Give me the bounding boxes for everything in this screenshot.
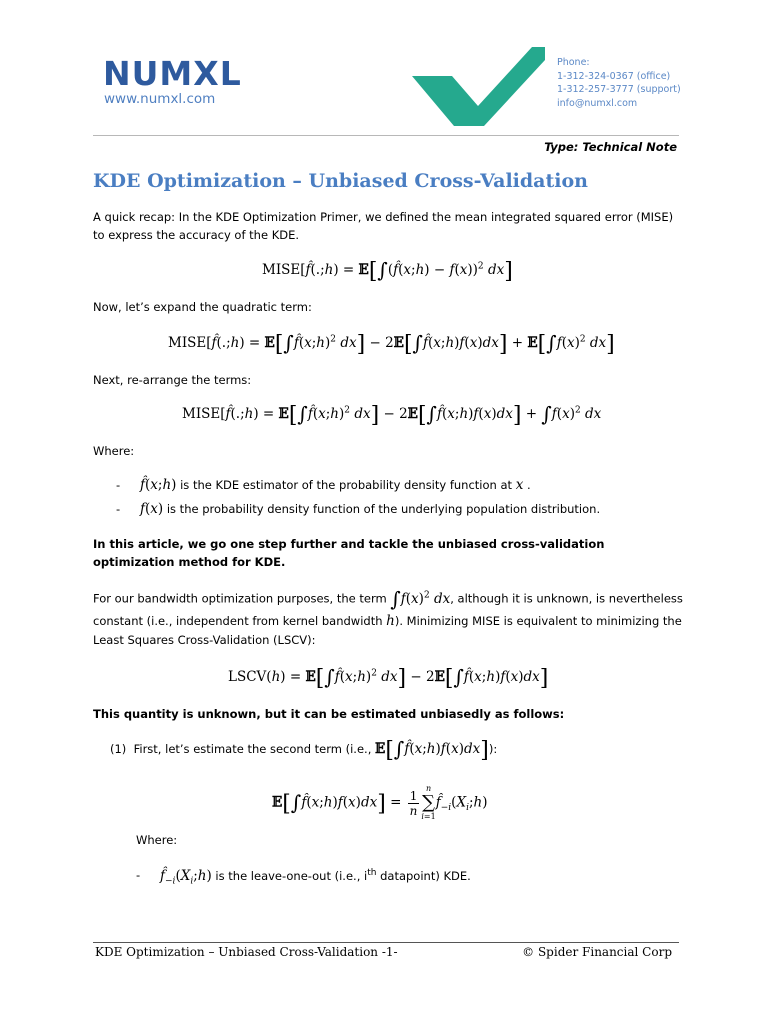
- document-type: Type: Technical Note: [544, 140, 677, 154]
- expand-text: Now, let’s expand the quadratic term:: [93, 300, 312, 314]
- bandwidth-line-2: constant (i.e., independent from kernel bandwidth h). Minimizing MISE is equivalent to minimizing the: [93, 613, 682, 629]
- equation-lscv: LSCV(h) = 𝔼[∫f̂(x;h)$^2$ dx] − 2𝔼[∫f̂(x;h)f(x)dx]: [228, 665, 549, 691]
- phone-office: 1-312-324-0367 (office): [557, 70, 671, 82]
- email-address[interactable]: info@numxl.com: [557, 97, 638, 109]
- header-divider: [93, 135, 679, 136]
- contact-label: Phone:: [557, 57, 590, 68]
- equation-estimate: 𝔼[∫f̂(x;h)f(x)dx] = $\frac{1}{n}$ n ∑ i=1 $f̂_{-i}(X_i;h)$: [272, 784, 488, 821]
- equation-mise-rearranged: MISE[f̂(.;h) = 𝔼[∫f̂(x;h)$^2$ dx] − 2𝔼[∫f̂(x;h)f(x)dx] + $\int f(x)^2$ dx: [182, 402, 602, 428]
- rearrange-text: Next, re-arrange the terms:: [93, 373, 252, 387]
- bullet-pdf: f(x) is the probability density function of the underlying population distribution.: [140, 501, 601, 517]
- unknown-text: This quantity is unknown, but it can be estimated unbiasedly as follows:: [93, 707, 565, 721]
- step-1-number: (1): [110, 742, 127, 756]
- numxl-logo: NUMXL: [103, 54, 242, 93]
- contact-block: [557, 56, 681, 110]
- bullet1-text: is the KDE estimator of the probability density function at: [176, 478, 516, 492]
- step-1: (1) First, let’s estimate the second term (i.e., 𝔼[∫f̂(x;h)f(x)dx]):: [110, 737, 498, 763]
- bullet-leave-one-out: $f̂_{-i}(X_i;h)$ is the leave-one-out (i.e., $i^{th}$ datapoint) KDE.: [160, 867, 471, 887]
- footer-copyright: © Spider Financial Corp: [522, 945, 672, 959]
- step-1-text: First, let’s estimate the second term (i.e.,: [133, 742, 376, 756]
- where-label-2: Where:: [136, 833, 178, 847]
- bandwidth-line-1: For our bandwidth optimization purposes, the term $\int f(x)^2$ dx, although it is unknown, is nevertheless: [93, 586, 683, 611]
- where-label: Where:: [93, 444, 135, 458]
- article-paragraph: In this article, we go one step further and tackle the unbiased cross-validation optimization method for KDE.: [93, 537, 605, 569]
- checkmark-logo-icon: [410, 44, 545, 126]
- phone-support: 1-312-257-3777 (support): [557, 84, 681, 95]
- equation-mise-expanded: MISE[f̂(.;h) = 𝔼[∫f̂(x;h)$^2$ dx] − 2𝔼[∫f̂(x;h)f(x)dx] + $𝔼[\int f(x)^2$ dx]: [168, 331, 615, 357]
- bullet-dash: -: [116, 502, 121, 516]
- footer-title: KDE Optimization – Unbiased Cross-Validation -1-: [95, 945, 398, 959]
- page-title: KDE Optimization – Unbiased Cross-Validation: [93, 170, 588, 192]
- intro-paragraph: A quick recap: In the KDE Optimization Primer, we defined the mean integrated squared error (MISE) to express the accuracy of the KDE.: [93, 210, 674, 242]
- bullet-dash: -: [116, 478, 121, 492]
- website-url[interactable]: www.numxl.com: [104, 91, 216, 107]
- footer-divider: [93, 942, 679, 943]
- bullet-dash: -: [136, 868, 141, 882]
- bullet2-text: is the probability density function of the underlying population distribution.: [163, 502, 601, 516]
- bullet-kde-estimator: f̂(x;h) is the KDE estimator of the probability density function at x .: [140, 477, 531, 493]
- bandwidth-line-3: Least Squares Cross-Validation (LSCV):: [93, 633, 316, 647]
- equation-mise: MISE[f̂(.;h) = 𝔼[∫(f̂(x;h) − f(x))$^2$ dx]: [262, 258, 513, 284]
